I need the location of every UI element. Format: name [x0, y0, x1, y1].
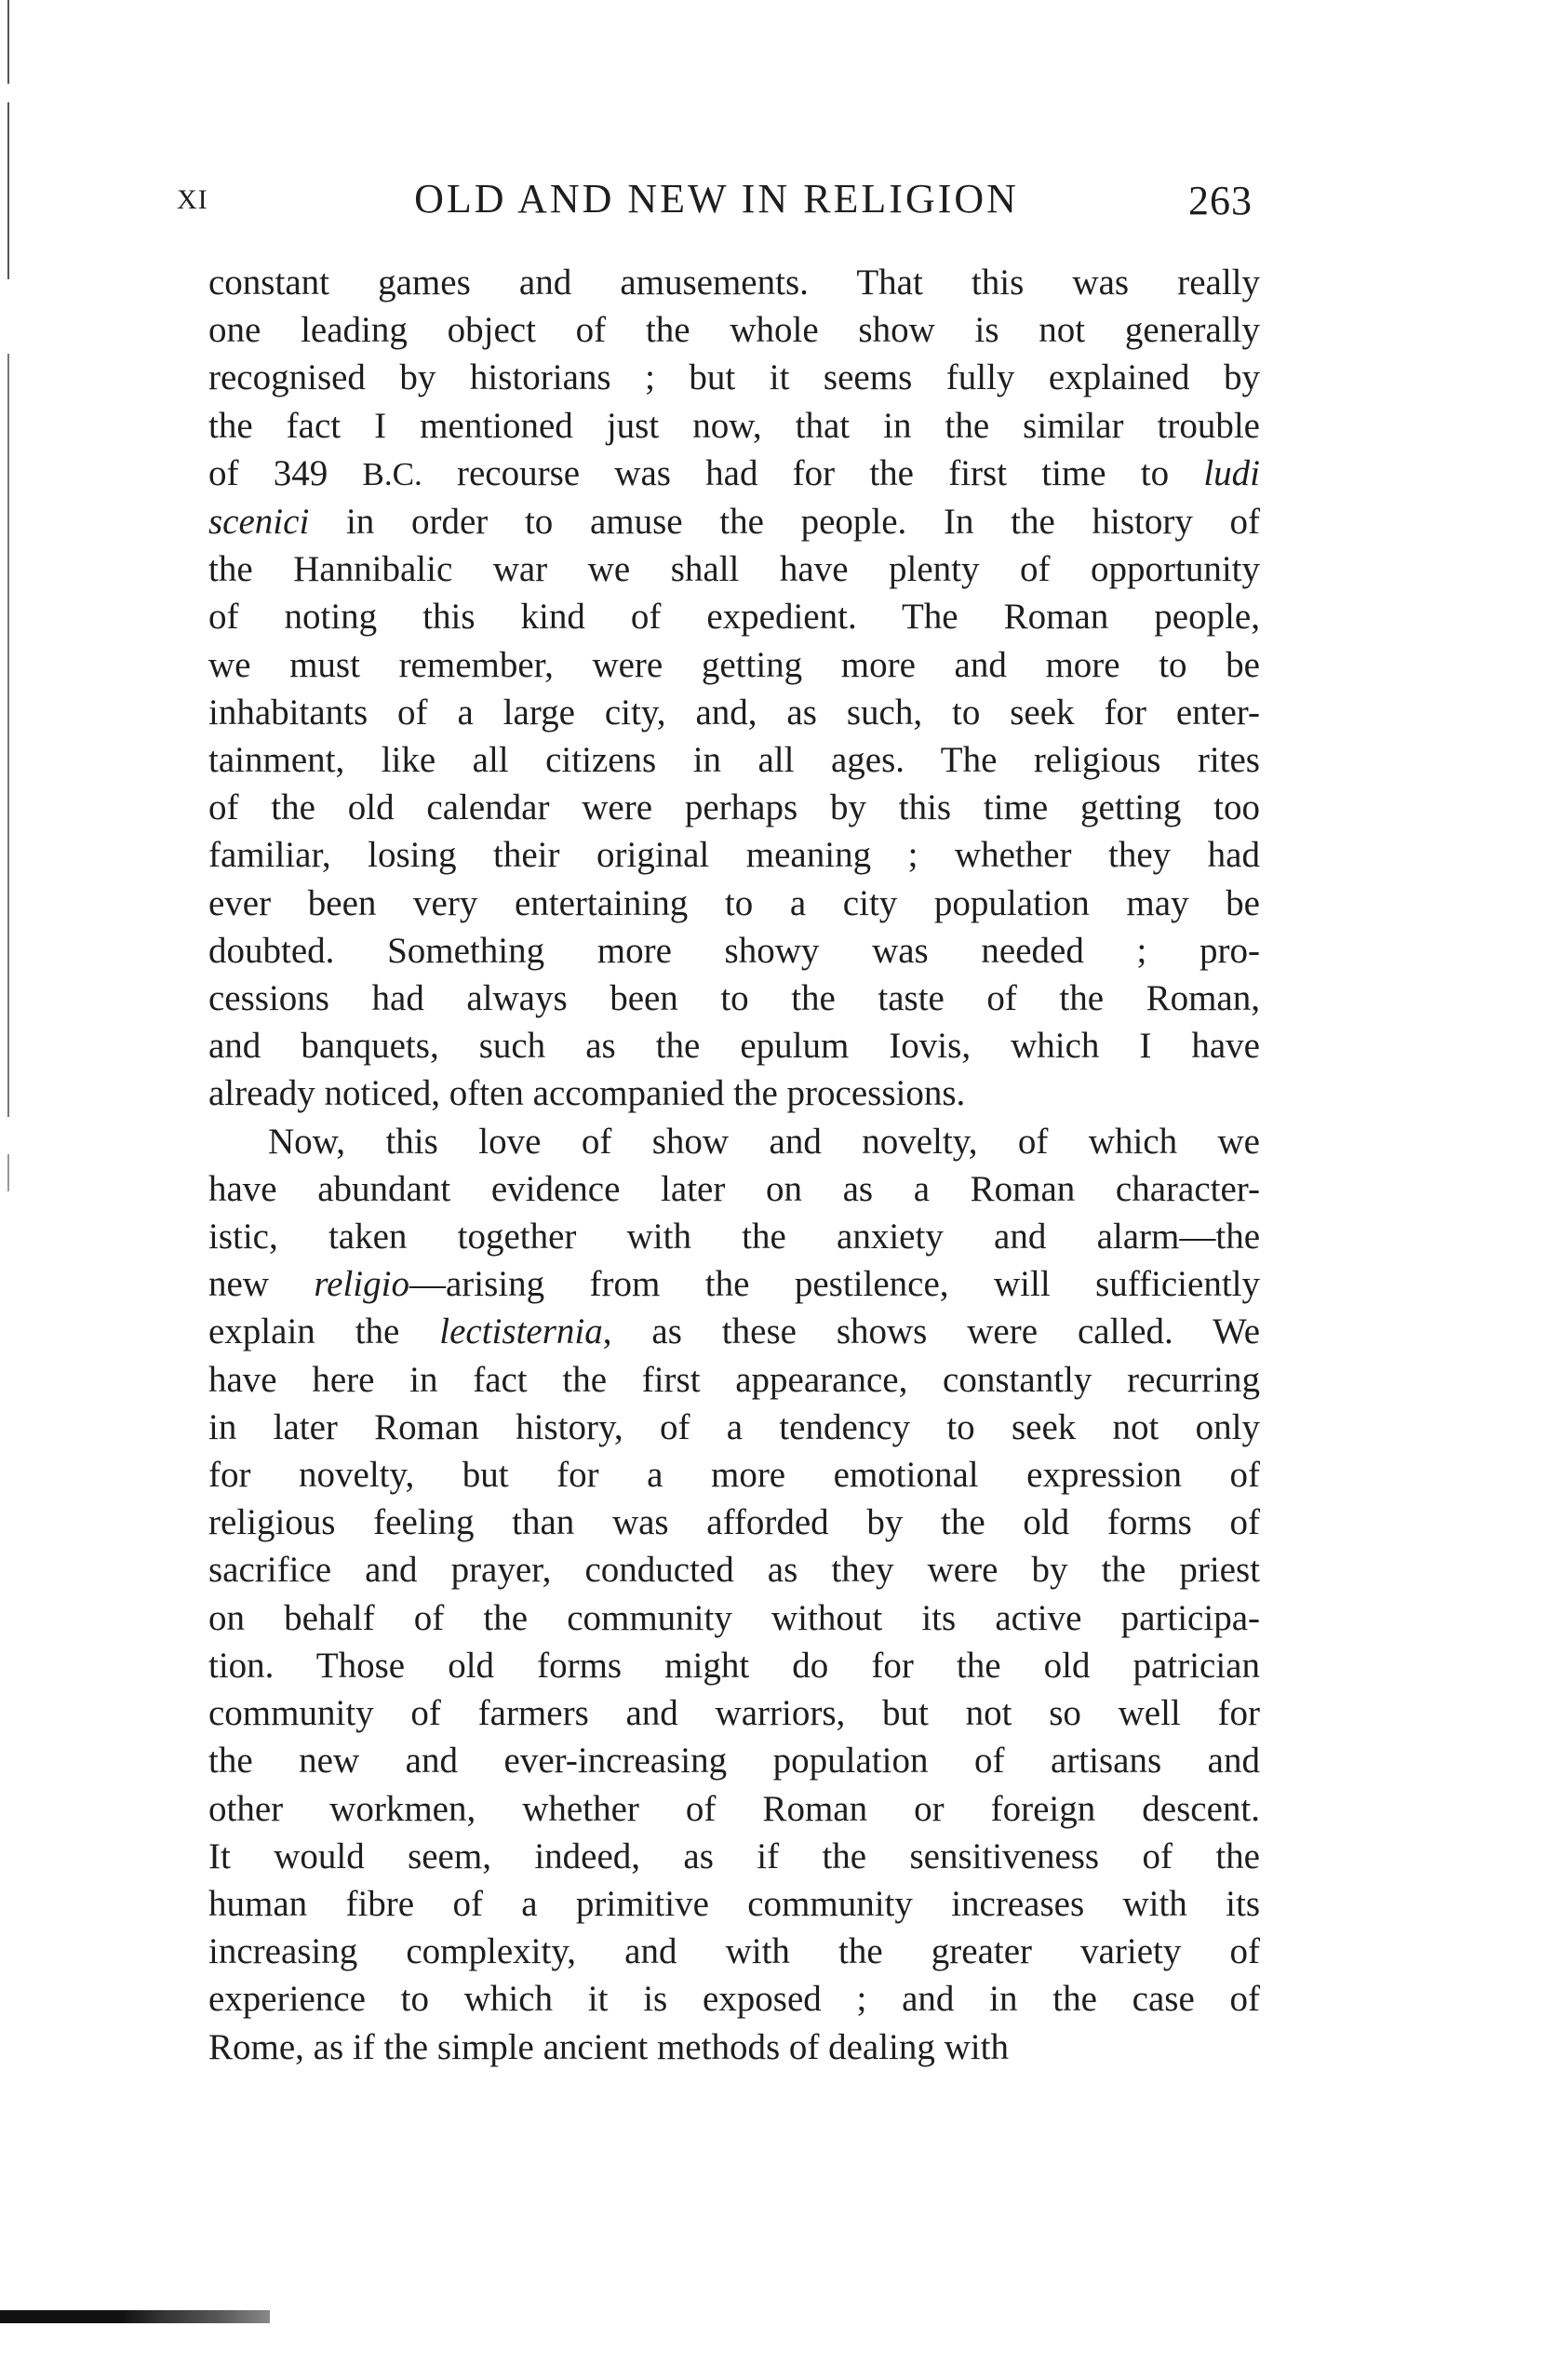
text-line: on behalf of the community without its active participa-	[208, 1597, 1260, 1638]
text-line: already noticed, often accompanied the processions.	[208, 1073, 966, 1114]
text-line: increasing complexity, and with the greater variety of	[208, 1931, 1260, 1972]
text-line: familiar, losing their original meaning ; whether they had	[208, 835, 1260, 876]
text-line: new religio—arising from the pestilence, will sufficiently	[208, 1264, 1260, 1305]
text-line: for novelty, but for a more emotional expression of	[208, 1455, 1260, 1496]
text-line: the new and ever-increasing population of artisans and	[208, 1741, 1260, 1782]
text-line: community of farmers and warriors, but not so well for	[208, 1693, 1260, 1734]
text-line: we must remember, were getting more and more to be	[208, 644, 1260, 685]
text-line: cessions had always been to the taste of the Roman,	[208, 978, 1260, 1019]
scan-gutter-mark	[7, 0, 9, 84]
text-line: doubted. Something more showy was needed ; pro-	[208, 930, 1260, 971]
text-line: human fibre of a primitive community increases with its	[208, 1883, 1260, 1924]
scan-gutter-mark	[7, 354, 9, 1117]
text-line: scenici in order to amuse the people. In the history of	[208, 502, 1260, 543]
scan-gutter-mark	[7, 102, 9, 279]
text-line: the Hannibalic war we shall have plenty of opportunity	[208, 549, 1260, 590]
text-line: the fact I mentioned just now, that in the similar trouble	[208, 405, 1260, 446]
text-line: of 349 B.C. recourse was had for the first time to ludi	[208, 452, 1260, 493]
text-line: experience to which it is exposed ; and in the case of	[208, 1979, 1260, 2020]
body-text	[208, 259, 1260, 2071]
text-line: inhabitants of a large city, and, as such, to seek for enter-	[208, 692, 1260, 733]
text-line: of the old calendar were perhaps by this time getting too	[208, 787, 1260, 828]
text-line: other workmen, whether of Roman or foreign descent.	[208, 1788, 1260, 1829]
text-line: sacrifice and prayer, conducted as they were by the priest	[208, 1550, 1260, 1591]
scan-edge-bar	[0, 2310, 270, 2323]
text-line: Rome, as if the simple ancient methods of dealing with	[208, 2026, 1009, 2067]
text-line: explain the lectisternia, as these shows were called. We	[208, 1311, 1260, 1352]
text-line: recognised by historians ; but it seems fully explained by	[208, 357, 1260, 398]
page-number: 263	[1188, 178, 1253, 223]
running-header	[177, 175, 1256, 231]
text-line: It would seem, indeed, as if the sensitiveness of the	[208, 1835, 1260, 1876]
scan-gutter-mark	[7, 1154, 9, 1191]
text-line: in later Roman history, of a tendency to seek not only	[208, 1406, 1260, 1447]
text-line: ever been very entertaining to a city population may be	[208, 882, 1260, 923]
text-line: constant games and amusements. That this was really	[208, 262, 1260, 303]
chapter-number: XI	[177, 184, 208, 215]
text-line: istic, taken together with the anxiety and alarm—the	[208, 1217, 1260, 1257]
text-line: religious feeling than was afforded by the old forms of	[208, 1502, 1260, 1543]
text-line: one leading object of the whole show is not generally	[208, 310, 1260, 351]
text-line: Now, this love of show and novelty, of which we	[268, 1121, 1260, 1162]
running-title: OLD AND NEW IN RELIGION	[414, 176, 1019, 222]
text-line: tion. Those old forms might do for the old patrician	[208, 1645, 1260, 1686]
text-line: and banquets, such as the epulum Iovis, which I have	[208, 1026, 1260, 1067]
text-line: of noting this kind of expedient. The Roman people,	[208, 597, 1260, 638]
text-line: have here in fact the first appearance, constantly recurring	[208, 1359, 1260, 1400]
text-line: have abundant evidence later on as a Roman character-	[208, 1168, 1260, 1209]
text-line: tainment, like all citizens in all ages. The religious rites	[208, 740, 1260, 781]
